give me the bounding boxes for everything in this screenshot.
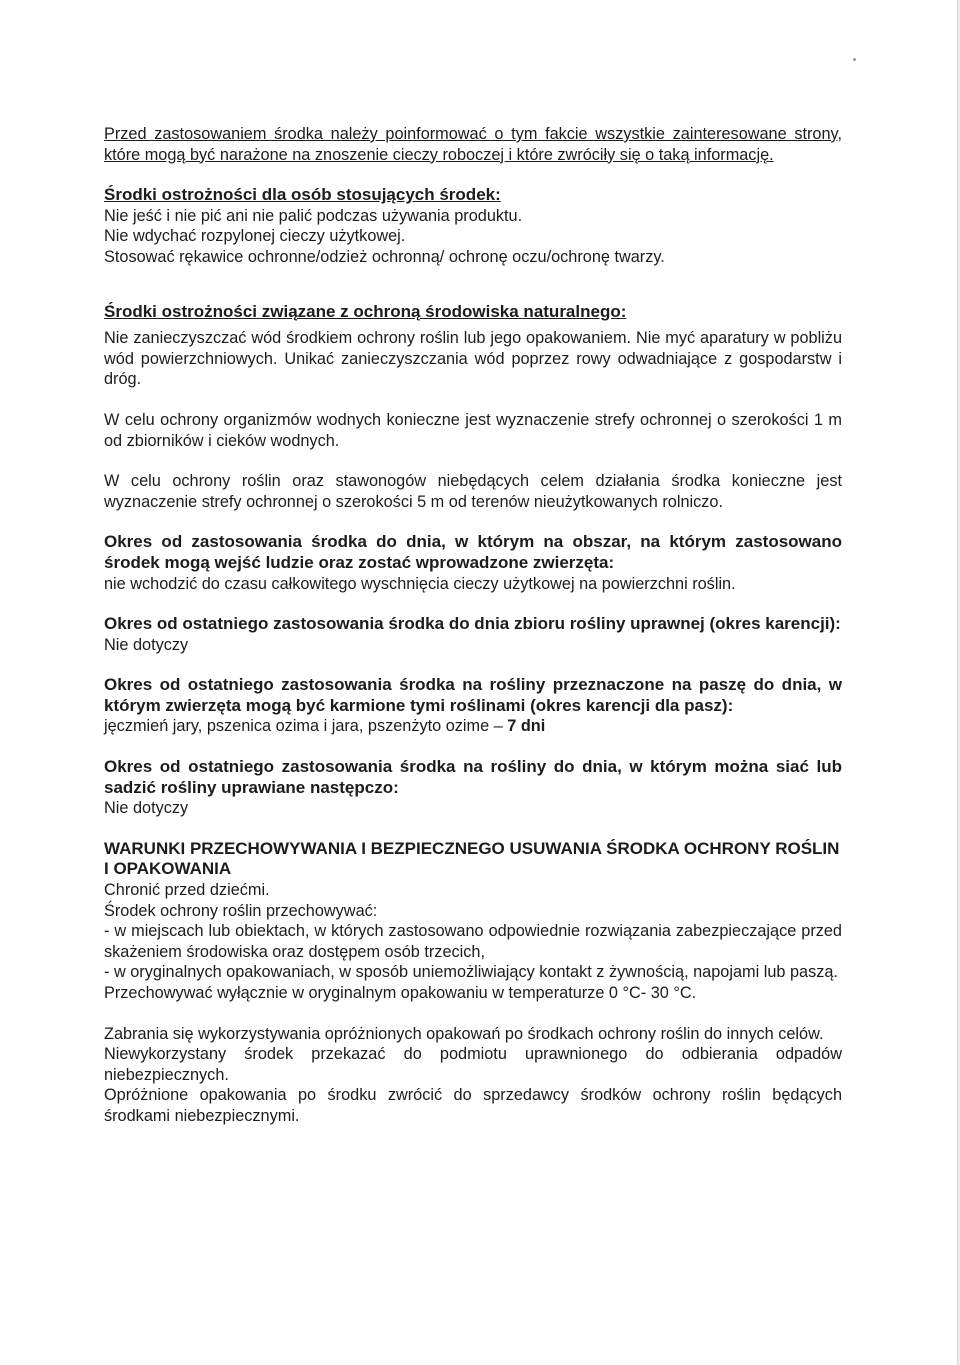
grazing-period: 7 dni: [507, 717, 546, 736]
replant-heading: Okres od ostatniego zastosowania środka na rośliny do dnia, w którym można siać lub sadzić rośliny uprawiane następczo:: [104, 757, 842, 797]
precaution-line: Nie wdychać rozpylonej cieczy użytkowej.: [104, 227, 406, 246]
environment-paragraph-3: W celu ochrony roślin oraz stawonogów niebędących celem działania środka konieczne jest wyznaczenie strefy ochronnej o szerokości 5 m od terenów nieużytkowanych rolniczo.: [104, 472, 842, 511]
replant-section: [104, 757, 842, 819]
environment-section: [104, 302, 842, 513]
storage-heading: WARUNKI PRZECHOWYWANIA I BEZPIECZNEGO USUWANIA ŚRODKA OCHRONY ROŚLIN I OPAKOWANIA: [104, 838, 840, 879]
reentry-heading: Okres od zastosowania środka do dnia, w którym na obszar, na którym zastosowano środek mogą wejść ludzie oraz zostać wprowadzone zwierzęta:: [104, 532, 842, 572]
reentry-text: nie wchodzić do czasu całkowitego wyschnięcia cieczy użytkowej na powierzchni roślin.: [104, 574, 736, 593]
grazing-crops: jęczmień jary, pszenica ozima i jara, pszenżyto ozime –: [104, 717, 508, 736]
disposal-line: Niewykorzystany środek przekazać do podmiotu uprawnionego do odbierania odpadów niebezpiecznych.: [104, 1045, 842, 1084]
intro-paragraph: Przed zastosowaniem środka należy poinformować o tym fakcie wszystkie zainteresowane strony, które mogą być narażone na znoszenie cieczy roboczej i które zwróciły się o taką informację.: [104, 125, 842, 164]
harvest-section: [104, 614, 842, 655]
grazing-text: [104, 716, 842, 737]
harvest-heading: Okres od ostatniego zastosowania środka do dnia zbioru rośliny uprawnej (okres karencji):: [104, 614, 841, 634]
environment-paragraph-1: Nie zanieczyszczać wód środkiem ochrony roślin lub jego opakowaniem. Nie myć aparatury w pobliżu wód powierzchniowych. Unikać zanieczyszczania wód poprzez rowy odwadniające z gospodarstw i dróg.: [104, 329, 842, 389]
storage-line: Przechowywać wyłącznie w oryginalnym opakowaniu w temperaturze 0 °C- 30 °C.: [104, 984, 697, 1002]
storage-section: [104, 839, 842, 1004]
storage-line: - w miejscach lub obiektach, w których zastosowano odpowiednie rozwiązania zabezpieczające przed skażeniem środowiska oraz dostępem osób trzecich,: [104, 922, 842, 961]
document-page: [104, 124, 842, 1127]
operator-precautions-section: [104, 185, 842, 267]
scan-speck: [853, 58, 856, 61]
storage-line: Środek ochrony roślin przechowywać:: [104, 901, 378, 920]
environment-paragraph-2: W celu ochrony organizmów wodnych konieczne jest wyznaczenie strefy ochronnej o szerokości 1 m od zbiorników i cieków wodnych.: [104, 410, 842, 450]
disposal-line: Opróżnione opakowania po środku zwrócić do sprzedawcy środków ochrony roślin będących środkami niebezpiecznymi.: [104, 1086, 842, 1125]
reentry-section: [104, 532, 842, 594]
environment-heading: Środki ostrożności związane z ochroną środowiska naturalnego:: [104, 301, 627, 321]
disposal-line: Zabrania się wykorzystywania opróżnionych opakowań po środkach ochrony roślin do innych celów.: [104, 1024, 824, 1043]
operator-precautions-heading: Środki ostrożności dla osób stosujących środek:: [104, 185, 501, 205]
grazing-heading: Okres od ostatniego zastosowania środka na rośliny przeznaczone na paszę do dnia, w którym zwierzęta mogą być karmione tymi roślinami (okres karencji dla pasz):: [104, 675, 842, 715]
harvest-text: Nie dotyczy: [104, 635, 189, 654]
precaution-line: Nie jeść i nie pić ani nie palić podczas używania produktu.: [104, 206, 523, 225]
disposal-section: [104, 1024, 842, 1127]
replant-text: Nie dotyczy: [104, 799, 189, 818]
storage-line: Chronić przed dziećmi.: [104, 881, 270, 900]
storage-line: - w oryginalnych opakowaniach, w sposób uniemożliwiający kontakt z żywnością, napojami lub paszą.: [104, 963, 838, 982]
precaution-line: Stosować rękawice ochronne/odzież ochronną/ ochronę oczu/ochronę twarzy.: [104, 247, 665, 266]
grazing-section: [104, 675, 842, 737]
